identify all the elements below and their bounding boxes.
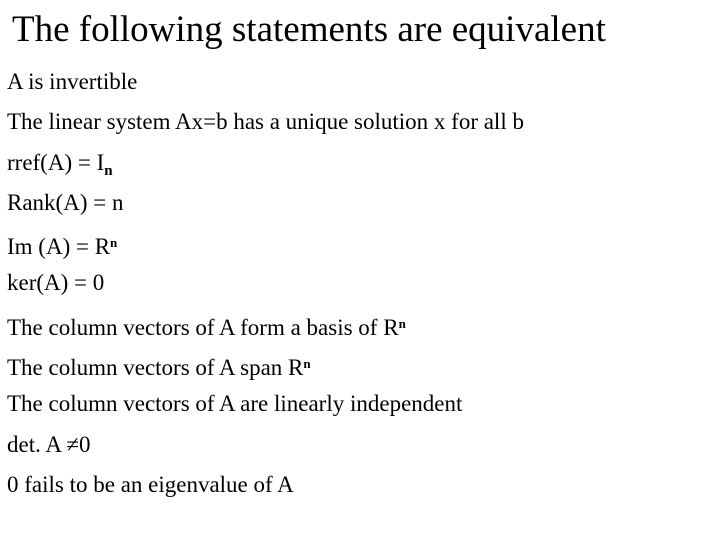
statement-text: The column vectors of A form a basis of R	[7, 314, 399, 340]
statement-text: The column vectors of A are linearly independent	[7, 391, 463, 417]
statement-item	[7, 183, 524, 223]
statement-text: Rank(A) = n	[7, 189, 124, 215]
statement-text: The linear system Ax=b has a unique solution x for all b	[7, 109, 524, 135]
statement-list	[7, 62, 524, 505]
statement-text: 0 fails to be an eigenvalue of A	[7, 471, 294, 497]
statement-item	[7, 143, 524, 183]
statement-text: rref(A) = I	[7, 149, 105, 175]
statement-text: A is invertible	[7, 69, 138, 94]
statement-item	[7, 344, 524, 384]
statement-item	[7, 304, 524, 344]
statement-item	[7, 62, 524, 102]
slide-title: The following statements are equivalent	[12, 9, 606, 50]
superscript: n	[303, 356, 311, 372]
statement-text: ker(A) = 0	[7, 270, 105, 296]
statement-text: det. A ≠0	[7, 431, 91, 457]
superscript: n	[398, 315, 406, 331]
statement-item	[7, 263, 524, 303]
statement-item	[7, 425, 524, 465]
statement-item	[7, 223, 524, 263]
statement-item	[7, 384, 524, 424]
superscript: n	[110, 235, 118, 251]
statement-text: The column vectors of A span R	[7, 355, 304, 381]
subscript: n	[104, 162, 113, 179]
statement-item	[7, 465, 524, 505]
statement-item	[7, 102, 524, 142]
statement-text: Im (A) = R	[7, 234, 111, 260]
